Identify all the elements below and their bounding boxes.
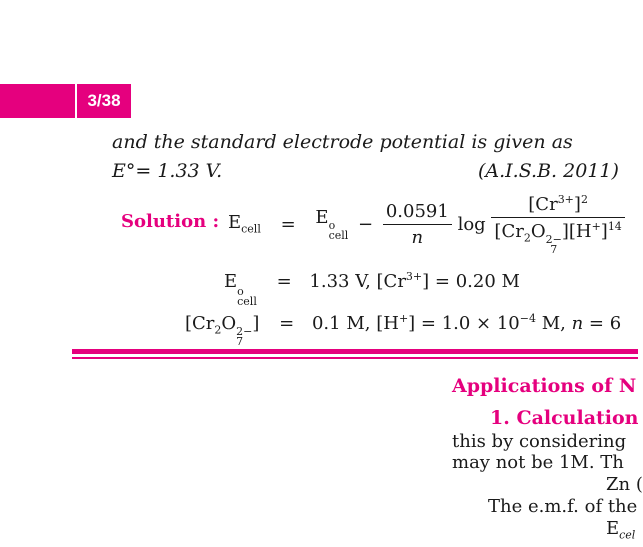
citation: (A.I.S.B. 2011) xyxy=(478,160,619,182)
intro-line-1: and the standard electrode potential is given as xyxy=(112,131,573,153)
body-line-3: Zn ( xyxy=(606,474,643,495)
section-divider-thick xyxy=(72,349,638,354)
given-concentrations: [$Cr_2O$ 2− 7 ] = 0.1 M, $[H^+] = 1.0 \times 10^{-4}$ M, n = 6 xyxy=(185,312,622,348)
nernst-equation: $E_{cell} = E$ o cell − $\frac{0.0591}{n}$ log $[Cr^{3+}]^2$ [$Cr_2O$ 2− 7 ]$[H^+]^{14}$ xyxy=(228,193,625,255)
body-line-1: this by considering xyxy=(452,431,627,452)
page-number-badge: 3/38 xyxy=(77,84,131,118)
body-line-2: may not be 1M. Th xyxy=(452,452,624,473)
reaction-quotient-fraction: $[Cr^{3+}]^2$ [$Cr_2O$ 2− 7 ]$[H^+]^{14}$ xyxy=(491,193,624,255)
given-standard-potential: E o cell = 1.33 V, $[Cr^{3+}] = 0.20$ M xyxy=(224,270,520,308)
section-heading: Applications of N xyxy=(452,375,637,397)
body-line-4: The e.m.f. of the xyxy=(488,496,638,517)
coefficient-fraction: $\frac{0.0591}{n}$ xyxy=(383,201,452,248)
body-line-5: $E_{cel}$ xyxy=(606,518,636,542)
solution-label: Solution : xyxy=(121,211,220,232)
section-divider-thin xyxy=(72,357,638,359)
intro-line-2: E°= 1.33 V. xyxy=(112,160,223,182)
header-accent-bar xyxy=(0,84,75,118)
subsection-heading: 1. Calculation xyxy=(490,407,639,429)
